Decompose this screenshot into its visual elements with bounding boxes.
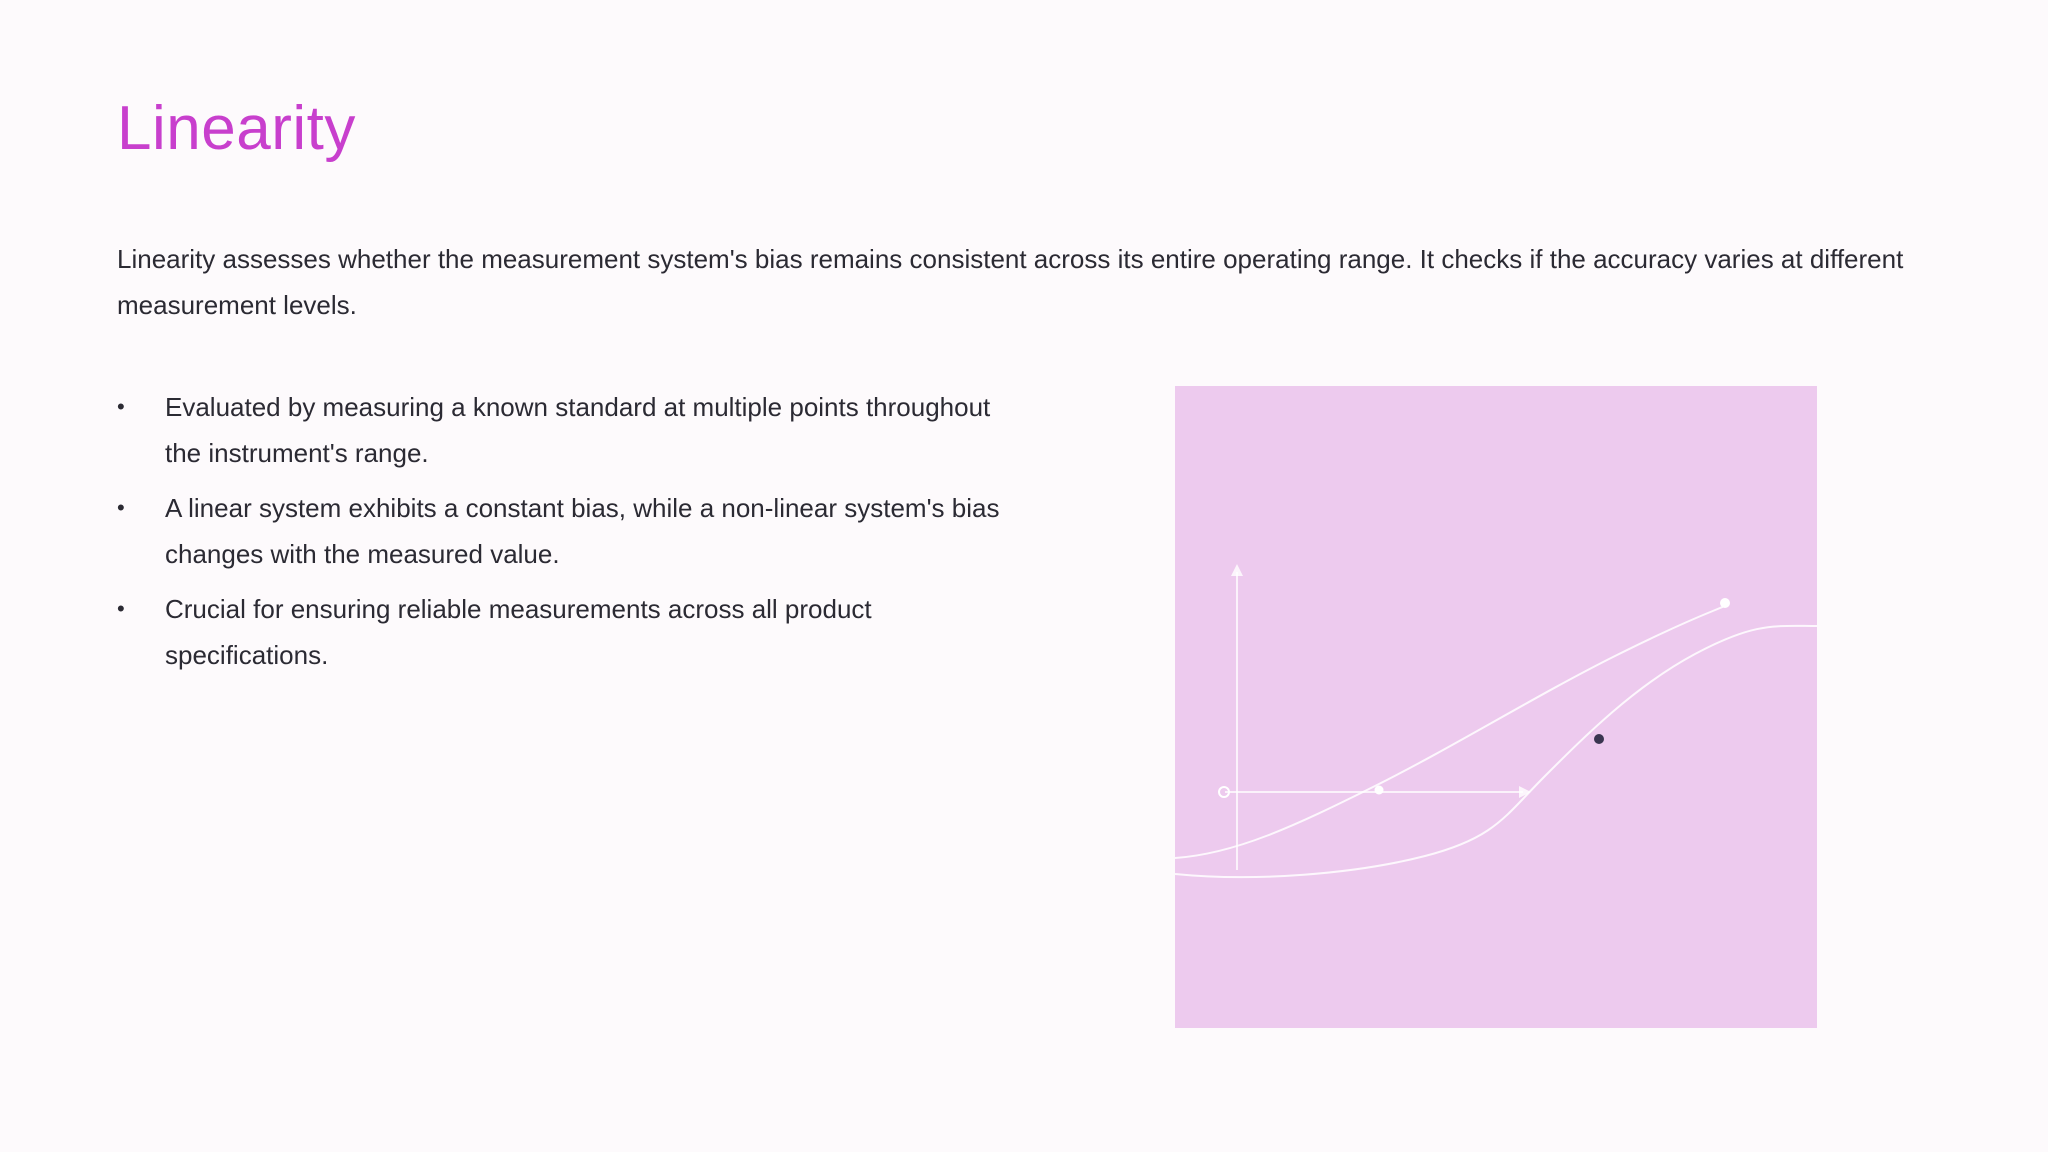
list-item (117, 586, 1017, 678)
data-point (1375, 786, 1384, 795)
bullet-text: Evaluated by measuring a known standard at multiple points throughout the instrument's range. (165, 392, 991, 468)
linearity-curve-illustration (1175, 386, 1817, 1028)
list-item (117, 384, 1017, 476)
slide-title: Linearity (117, 94, 356, 163)
highlight-point (1594, 734, 1604, 744)
y-axis-arrow-icon (1231, 564, 1243, 576)
bullet-marker: • (117, 596, 125, 621)
bullet-text: A linear system exhibits a constant bias, while a non-linear system's bias changes with the measured value. (165, 493, 1000, 569)
bullet-marker: • (117, 495, 125, 520)
bullet-list (117, 384, 1017, 687)
list-item (117, 485, 1017, 577)
nonlinear-curve (1175, 626, 1817, 877)
data-point (1720, 598, 1730, 608)
linear-curve (1175, 604, 1729, 858)
bullet-text: Crucial for ensuring reliable measurements across all product specifications. (165, 594, 872, 670)
bullet-marker: • (117, 394, 125, 419)
linearity-illustration (1175, 386, 1817, 1028)
intro-paragraph: Linearity assesses whether the measurement system's bias remains consistent across its entire operating range. It checks if the accuracy varies at different measurement levels. (117, 244, 1904, 320)
